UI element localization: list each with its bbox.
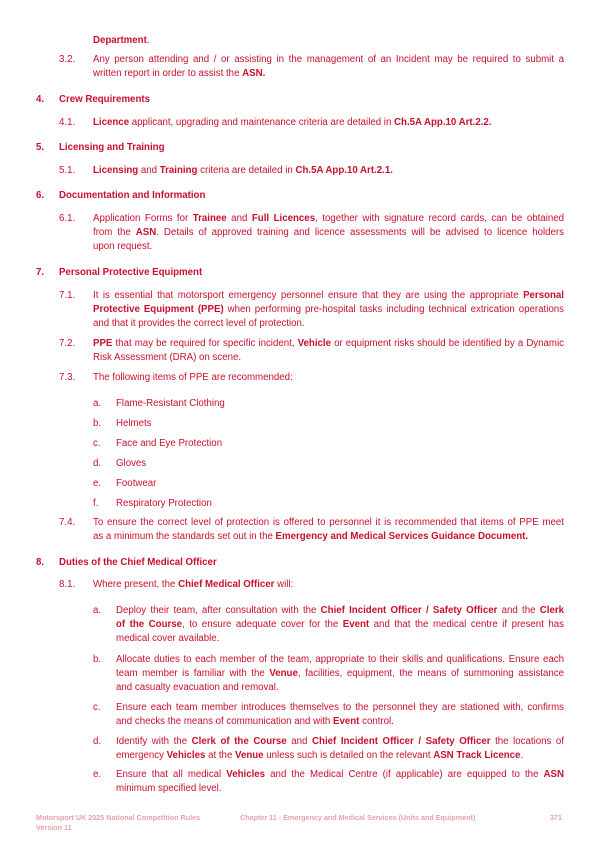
clause-6-1-text: Application Forms for Trainee and Full Licences, together with signature record cards, can be obtained from the ASN. Details of approved training and licence assessments will be advised to licence holders upon request.: [93, 213, 565, 253]
clause-4-1-text: Licence applicant, upgrading and maintenance criteria are detailed in Ch.5A App.10 Art.2.2.: [93, 117, 492, 128]
footer-rules-title: Motorsport UK 2025 National Competition Rules: [36, 813, 201, 822]
list-letter: a.: [93, 605, 102, 616]
list-item: Face and Eye Protection: [116, 438, 223, 449]
footer-chapter: Chapter 11 - Emergency and Medical Services (Units and Equipment): [240, 813, 476, 822]
page-number: 371: [550, 813, 562, 822]
clause-number: 4.1.: [59, 117, 76, 128]
clause-number: 6.1.: [59, 213, 76, 224]
list-item: Helmets: [116, 418, 152, 429]
section-number: 8.: [36, 557, 45, 568]
bold-term: Department: [93, 35, 147, 46]
list-item: Identify with the Clerk of the Course and Chief Incident Officer / Safety Officer the locations of emergency Vehicles at the Venue unless such is detailed on the relevant ASN Track Licence.: [116, 736, 565, 762]
list-item: Respiratory Protection: [116, 498, 212, 509]
list-letter: a.: [93, 398, 102, 409]
list-letter: b.: [93, 654, 102, 665]
clause-number: 7.3.: [59, 372, 76, 383]
list-letter: e.: [93, 769, 102, 780]
clause-7-1-text: It is essential that motorsport emergency personnel ensure that they are using the appropriate Personal Protective Equipment (PPE) when performing pre-hospital tasks including technical extrication operations and that it provides the correct level of protection.: [93, 290, 564, 330]
clause-number: 7.1.: [59, 290, 76, 301]
clause-3-2-text: Any person attending and / or assisting in the management of an Incident may be required to submit a written report in order to assist the ASN.: [93, 54, 564, 80]
clause-8-1-text: Where present, the Chief Medical Officer will:: [93, 579, 294, 590]
clause-number: 8.1.: [59, 579, 76, 590]
list-letter: e.: [93, 478, 102, 489]
footer-version: Version 11: [36, 823, 72, 832]
clause-number: 3.2.: [59, 54, 76, 65]
list-letter: d.: [93, 458, 102, 469]
section-title: Crew Requirements: [59, 94, 150, 105]
clause-7-2-text: PPE that may be required for specific incident, Vehicle or equipment risks should be identified by a Dynamic Risk Assessment (DRA) on scene.: [93, 338, 564, 364]
list-letter: d.: [93, 736, 102, 747]
list-letter: b.: [93, 418, 102, 429]
list-letter: c.: [93, 702, 101, 713]
list-item: Ensure that all medical Vehicles and the Medical Centre (if applicable) are equipped to the ASN minimum specified level.: [116, 769, 564, 795]
list-item: Footwear: [116, 478, 157, 489]
list-letter: c.: [93, 438, 101, 449]
clause-number: 5.1.: [59, 165, 76, 176]
list-item: Flame-Resistant Clothing: [116, 398, 225, 409]
clause-7-4-text: To ensure the correct level of protection is offered to personnel it is recommended that items of PPE meet as a minimum the standards set out in the Emergency and Medical Services Guidance Document.: [93, 517, 564, 543]
section-number: 4.: [36, 94, 45, 105]
section-title: Documentation and Information: [59, 190, 206, 201]
section-number: 7.: [36, 267, 45, 278]
section-title: Licensing and Training: [59, 142, 165, 153]
section-title: Duties of the Chief Medical Officer: [59, 557, 217, 568]
list-item: Allocate duties to each member of the team, appropriate to their skills and qualifications. Ensure each team member is familiar with the Venue, facilities, equipment, the means of summoning assistance and casualty evacuation and removal.: [116, 654, 565, 694]
clause-7-3-text: The following items of PPE are recommended:: [93, 372, 293, 383]
clause-number: 7.2.: [59, 338, 76, 349]
clause-5-1-text: Licensing and Training criteria are detailed in Ch.5A App.10 Art.2.1.: [93, 165, 393, 176]
section-number: 5.: [36, 142, 45, 153]
list-item: Deploy their team, after consultation with the Chief Incident Officer / Safety Officer and the Clerk of the Course, to ensure adequate cover for the Event and that the medical centre if present has medical cover available.: [116, 605, 564, 645]
clause-number: 7.4.: [59, 517, 76, 528]
footer-left: [36, 813, 200, 833]
list-item: Ensure each team member introduces themselves to the personnel they are stationed with, confirms and checks the means of communication and with Event control.: [116, 702, 564, 728]
section-title: Personal Protective Equipment: [59, 267, 203, 278]
list-item: Gloves: [116, 458, 147, 469]
continuation-text: Department.: [93, 35, 150, 46]
section-number: 6.: [36, 190, 45, 201]
list-letter: f.: [93, 498, 99, 509]
